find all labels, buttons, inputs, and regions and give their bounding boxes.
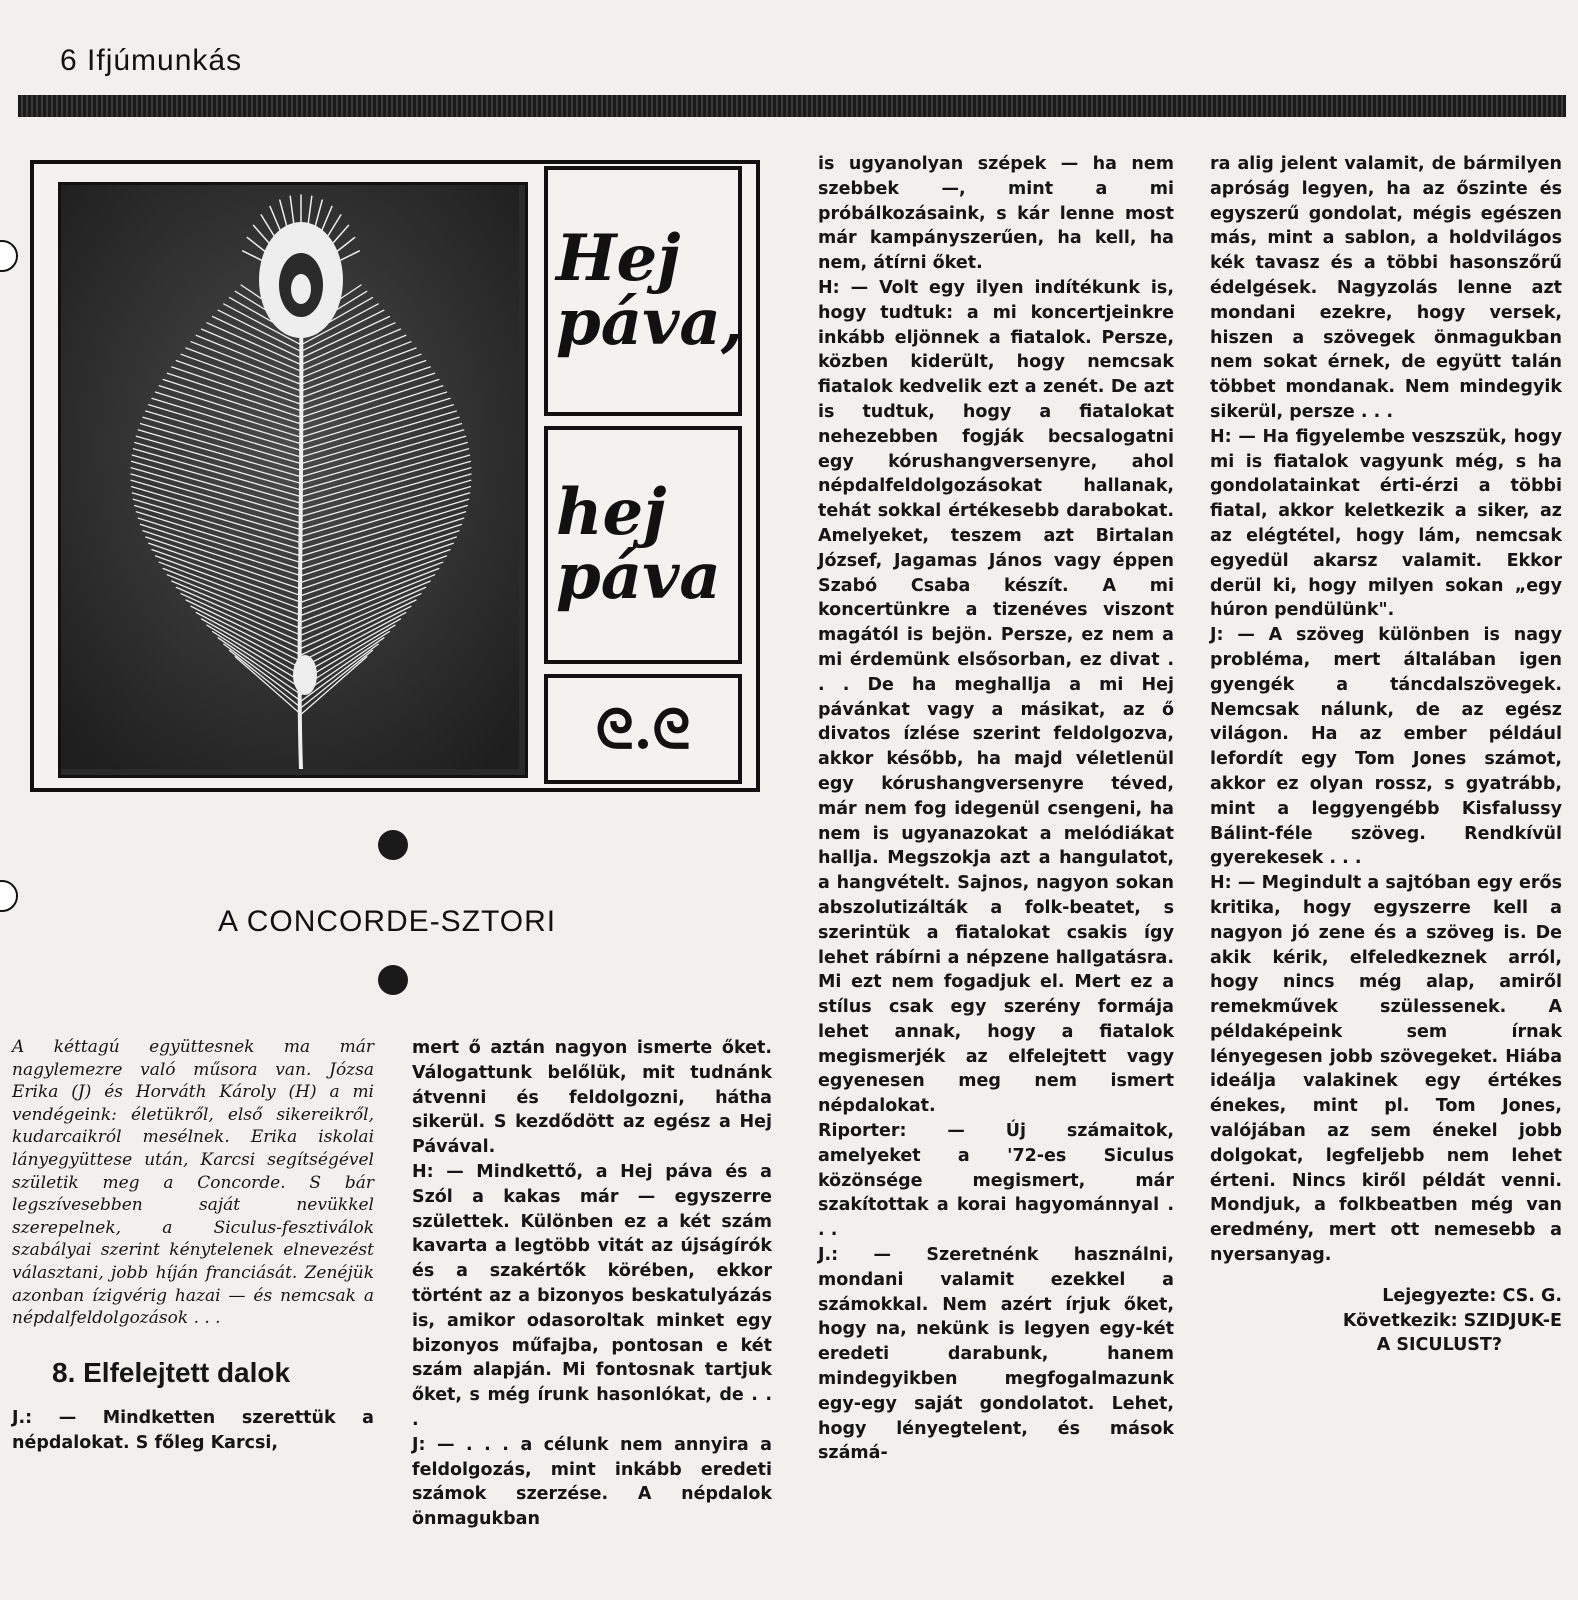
monogram-icon: ᘓ.ᘓ [595,697,691,761]
punch-hole-middle [0,880,18,912]
next-episode-line-1: Következik: SZIDJUK-E [1342,1310,1562,1331]
column-2-text: mert ő aztán nagyon ismerte őket. Válogattunk belőlük, mit tudnánk átvenni és feldolgozni, hátha sikerül. S kezdődött az egész a Hej Pávával. H: — Mindkettő, a Hej páva és a Szól a kakas már — egyszerre születtek. Különben ez a két szám kavarta a legtöbb vitát az újságírók és a szakértők körében, ekkor történt az a bizonyos beskatulyázás is, amikor odasoroltak minket egy bizonyos műfajba, pontosan e két szám alapján. Mi fontosnak tartjuk őket, s még írunk hasonlókat, de . . . J: — . . . a célunk nem annyira a feldolgozás, mint inkább eredeti számok szerzése. A népdalok önmagukban [412,1038,772,1530]
article-subheading: 8. Elfelejtett dalok [52,1356,291,1388]
column-3 [818,152,1174,1466]
title-cell-bottom [544,674,742,784]
column-1-text: J.: — Mindketten szerettük a népdalokat. S főleg Karcsi, [12,1407,374,1453]
column-4-text: ra alig jelent valamit, de bármilyen apróság legyen, ha az őszinte és egyszerű gondolat, mégis egészen más, mint a sablon, a holdvilágos kék tavasz és a többi hasonszőrű édelgések. Nagyzolás lenne azt mondani ezekre, hogy versek, hiszen a szövegek önmagukban nem sokat érnek, de együtt talán többet mondanak. Nem mindegyik sikerül, persze . . . H: — Ha figyelembe veszszük, hogy mi is fiatalok vagyunk még, s ha gondolatainkat érti-érzi a többi fiatal, akkor keletkezik a siker, az az elégtétel, hogy lám, nemcsak egyedül akarsz valamit. Ekkor derül ki, hogy milyen sokan „egy húron pendülünk". J: — A szöveg különben is nagy probléma, mert általában igen gyengék a táncdalszövegek. Nemcsak nálunk, de az egész világon. Ha az ember például lefordít egy Tom Jones számot, akkor ez olyan rossz, s gyatrább, mint a leggyengébb Kisfalussy Bálint-féle szöveg. Rendkívül gyerekesek . . . H: — Megindult a sajtóban egy erős kritika, hogy egyszerre kell a nagyon jó zene és a szöveg is. De akik kérik, elfeledkeznek arról, hogy nincs még alap, amiről remekművek szülessenek. A példaképeink sem írnak lényegesen jobb szövegeket. Hiába ideálja valakinek egy értékes énekes, mint pl. Tom Jones, valójában az sem énekel jobb dolgokat, legfeljebb nem lehet érteni. Nincs kiről példát venni. Mondjuk, a folkbeatben még van eredmény, mert ott nemesebb a nyersanyag. [1210,154,1562,1266]
bullet-bottom [378,965,408,995]
column-1 [12,1036,374,1455]
peacock-feather-icon [61,185,519,769]
next-episode-line-2: A SICULUST? [1376,1335,1502,1356]
header-rule [18,95,1566,117]
byline: Lejegyezte: CS. G. [1382,1285,1562,1306]
article-heading: A CONCORDE-SZTORI [218,905,557,938]
column-3-text: is ugyanolyan szépek — ha nem szebbek —, mint a mi próbálkozásaink, s kár lenne most már kampányszerűen, ha kell, ha nem, átírni őket. H: — Volt egy ilyen indítékunk is, hogy tudtuk: a mi koncertjeinkre inkább eljönnek a fiatalok. Persze, közben kiderült, hogy nemcsak fiatalok kedvelik ezt a zenét. De azt is tudtuk, hogy a fiatalokat nehezebben fogják becsalogatni egy kórushangversenyre, ahol népdalfeldolgozásokat hallanak, tehát sokkal értékesebb darabokat. Amelyeket, teszem azt Birtalan József, Jagamas János vagy éppen Szabó Csaba készít. A mi koncertünkre a tizenéves viszont magától is bejön. Persze, ez nem a mi érdemünk elsősorban, ez divat . . . De ha meghallja a mi Hej pávánkat vagy a másikat, az ő divatos ízlése szerint feldolgozva, akkor később, ha majd véletlenül egy kórushangversenyre téved, már nem fog idegenül csengeni, ha nem is ugyanazokat a melódiákat hallja. Megszokja azt a hangulatot, a hangvételt. Sajnos, nagyon sokan abszolutizálták a folk-beatet, s szerintük a fiatalokat csakis így lehet rábírni a népzene hallgatásra. Mi ezt nem fogadjuk el. Mert ez a stílus csak egy szerény formája lehet annak, hogy a fiatalok megismerjék az elfelejtett vagy egyenesen meg nem ismert népdalokat. Riporter: — Új számaitok, amelyeket a '72-es Siculus közönsége megismert, már szakítottak a korai hagyománnyal . . . J.: — Szeretnénk használni, mondani valamit ezekkel a számokkal. Nem azért írjuk őket, hogy na, nekünk is legyen egy-két eredeti darabunk, hanem mindegyikben megfogalmazunk egy-egy saját gondolatot. Lehet, hogy lényegtelent, és mások számá- [818,154,1174,1464]
column-4 [1210,152,1562,1358]
punch-hole-top [0,240,18,272]
title-line-2: páva, [556,285,744,360]
title-cell-middle [544,426,742,664]
page-header: 6 Ifjúmunkás [60,44,243,77]
illustration-frame [30,160,760,792]
title-line-4: páva [556,539,721,614]
article-intro: A kéttagú együttesnek ma már nagylemezre való műsora van. Józsa Erika (J) és Horváth Károly (H) a mi vendégeink: életükről, első sikereikről, kudarcaikról mesélnek. Erika iskolai lányegyüttese után, Karcsi segítségével születik meg a Concorde. S bár legszívesebben saját nevükkel szerepelnek, a Siculus-fesztiválok szabályai szerint kénytelenek elnevezést választani, jobb híján franciását. Zenéjük azonban ízigvérig hazai — és nemcsak a népdalfeldolgozások . . . [12,1037,374,1329]
bullet-top [378,830,408,860]
title-cell-top [544,166,742,416]
column-2 [412,1036,772,1532]
title-line-1: Hej [556,221,681,296]
title-line-3: hej [556,475,667,550]
feather-panel [58,182,528,778]
